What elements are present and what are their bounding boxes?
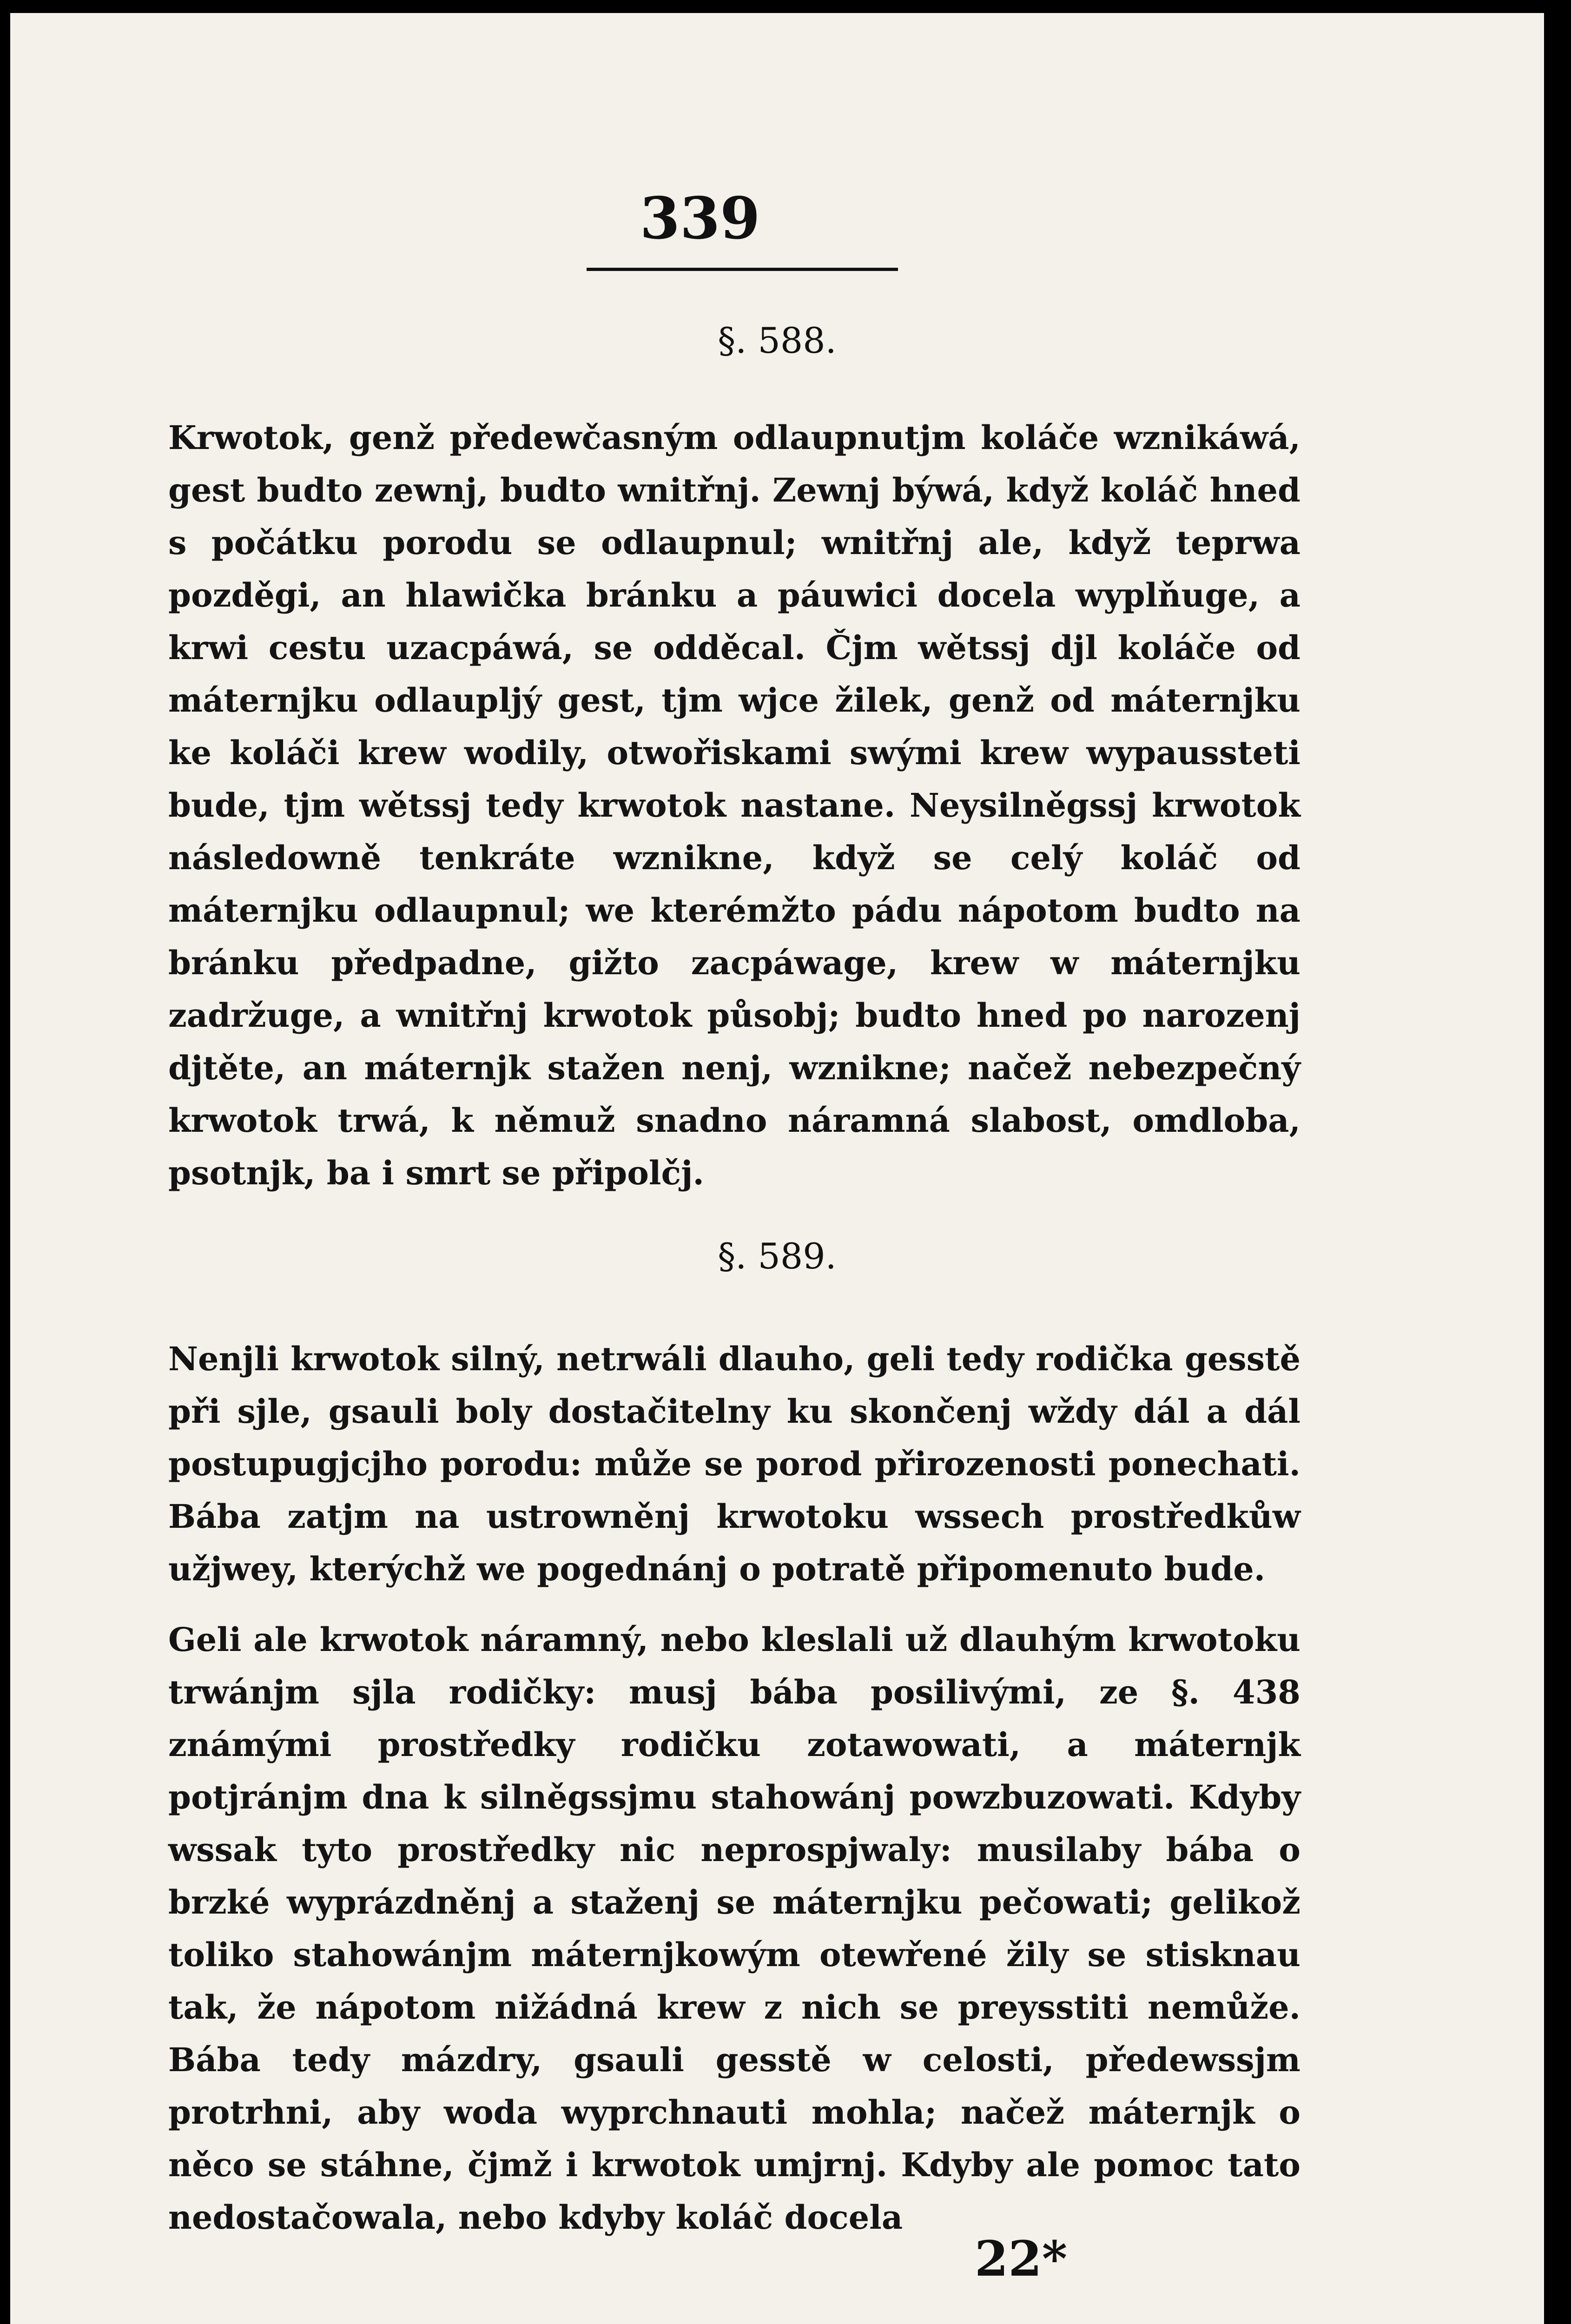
section-heading-588: §. 588. — [718, 320, 837, 361]
header-rule — [587, 268, 898, 271]
paragraph-588-1: Krwotok, genž předewčasným odlaupnutjm koláče wznikáwá, gest budto zewnj, budto wnitřnj. Zewnj býwá, když koláč hned s počátku porodu se odlaupnul; wnitřnj ale, když teprwa pozděgi, an hlawička bránku a páuwici docela wyplňuge, a krwi cestu uzacpáwá, se odděcal. Čjm wětssj djl koláče od máternjku odlaupljý gest, tjm wjce žilek, genž od máternjku ke koláči krew wodily, otwořiskami swými krew wypaussteti bude, tjm wětssj tedy krwotok nastane. Neysilněgssj krwotok následowně tenkráte wznikne, když se celý koláč od máternjku odlaupnul; we kterémžto pádu nápotom budto na bránku předpadne, gižto zacpáwage, krew w máternjku zadržuge, a wnitřnj krwotok působj; budto hned po narozenj djtěte, an máternjk stažen nenj, wznikne; načež nebezpečný krwotok trwá, k němuž snadno náramná slabost, omdloba, psotnjk, ba i smrt se připolčj. — [168, 418, 1300, 1192]
signature-mark: 22* — [975, 2230, 1068, 2287]
section-heading-589: §. 589. — [718, 1235, 837, 1277]
paragraph-589-1: Nenjli krwotok silný, netrwáli dlauho, geli tedy rodička gesstě při sjle, gsauli boly dostačitelny ku skončenj wždy dál a dál postupugjcjho porodu: může se porod přirozenosti ponechati. Bába zatjm na ustrowněnj krwotoku wssech prostředkůw užjwey, kterýchž we pogednánj o potratě připomenuto bude. — [168, 1340, 1300, 1588]
book-page — [10, 13, 1544, 2324]
page-number: 339 — [640, 185, 760, 252]
paragraph-589-2: Geli ale krwotok náramný, nebo kleslali už dlauhým krwotoku trwánjm sjla rodičky: musj bába posilivými, ze §. 438 známými prostředky rodičku zotawowati, a máternjk potjránjm dna k silněgssjmu stahowánj powzbuzowati. Kdyby wssak tyto prostředky nic neprospjwaly: musilaby bába o brzké wyprázdněnj a staženj se máternjku pečowati; gelikož toliko stahowánjm máternjkowým otewřené žily se stisknau tak, že nápotom nižádná krew z nich se preysstiti nemůže. Bába tedy mázdry, gsauli gesstě w celosti, předewssjm protrhni, aby woda wyprchnauti mohla; načež máternjk o něco se stáhne, čjmž i krwotok umjrnj. Kdyby ale pomoc tato nedostačowala, nebo kdyby koláč docela — [168, 1620, 1300, 2237]
